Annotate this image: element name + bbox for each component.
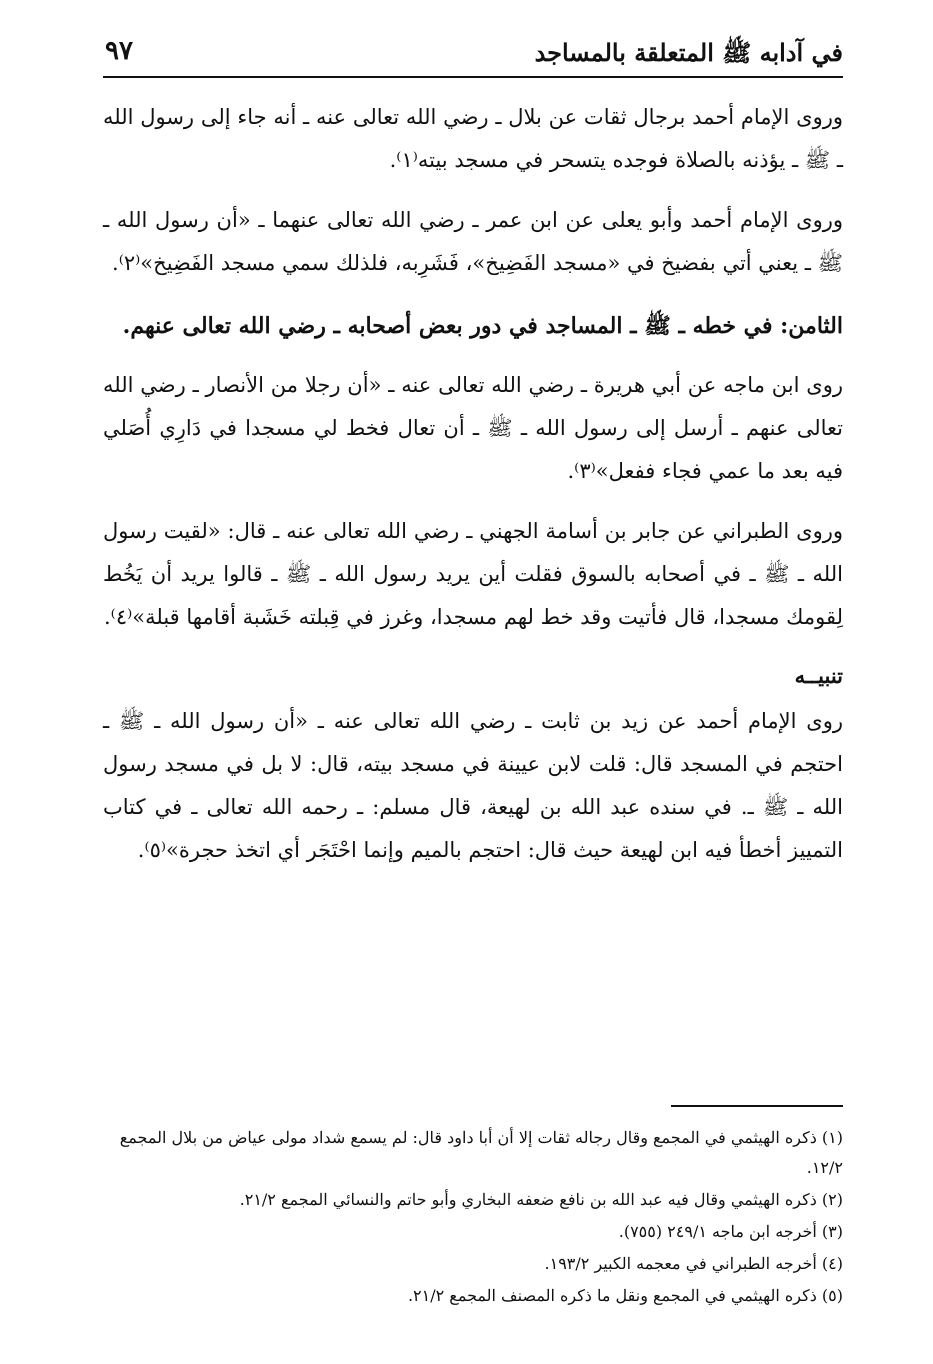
page-header bbox=[103, 32, 843, 78]
section-heading-eighth: الثامن: في خطه ـ ﷺ ـ المساجد في دور بعض أصحابه ـ رضي الله تعالى عنهم. bbox=[122, 313, 843, 339]
paragraph-tabarani: وروى الطبراني عن جابر بن أسامة الجهني ـ رضي الله تعالى عنه ـ قال: «لقيت رسول الله ـ ﷺ ـ في أصحابه بالسوق فقلت أين يريد رسول الله ـ ﷺ ـ قالوا يريد أن يَخُط لِقومك مسجدا، قال فأتيت وقد خط لهم مسجدا، وغرز في قِبلته خَشَبة أقامها قبلة»⁽٤⁾. bbox=[103, 519, 843, 629]
page-number: ٩٧ bbox=[105, 36, 133, 66]
paragraph-zayd: روى الإمام أحمد عن زيد بن ثابت ـ رضي الله تعالى عنه ـ «أن رسول الله ـ ﷺ ـ احتجم في المسجد قال: قلت لابن عيينة في مسجد بيته، قال: لا بل في مسجد رسول الله ـ ﷺ ـ. في سنده عبد الله بن لهيعة، قال مسلم: ـ رحمه الله تعالى ـ في كتاب التمييز أخطأ فيه ابن لهيعة حيث قال: احتجم بالميم وإنما احْتَجَر أي اتخذ حجرة»⁽٥⁾. bbox=[103, 709, 843, 862]
footnote-separator bbox=[671, 1105, 843, 1107]
footnote-1: (١) ذكره الهيثمي في المجمع وقال رجاله ثقات إلا أن أبا داود قال: لم يسمع شداد مولى عياض من بلال المجمع ١٢/٢. bbox=[119, 1128, 843, 1177]
paragraph-ibn-majah: روى ابن ماجه عن أبي هريرة ـ رضي الله تعالى عنه ـ «أن رجلا من الأنصار ـ رضي الله تعالى عنهم ـ أرسل إلى رسول الله ـ ﷺ ـ أن تعال فخط لي مسجدا في دَارِي أُصَلي فيه بعد ما عمي فجاء ففعل»⁽٣⁾. bbox=[103, 373, 843, 483]
footnote-3: (٣) أخرجه ابن ماجه ٢٤٩/١ (٧٥٥). bbox=[618, 1222, 843, 1241]
note-heading: تنبيــه bbox=[794, 663, 843, 688]
main-text bbox=[103, 96, 843, 889]
footnote-4: (٤) أخرجه الطبراني في معجمه الكبير ١٩٣/٢. bbox=[544, 1254, 843, 1273]
paragraph-bilal: وروى الإمام أحمد برجال ثقات عن بلال ـ رضي الله تعالى عنه ـ أنه جاء إلى رسول الله ـ ﷺ ـ يؤذنه بالصلاة فوجده يتسحر في مسجد بيته⁽١⁾. bbox=[103, 105, 843, 172]
running-title: في آدابه ﷺ المتعلقة بالمساجد bbox=[534, 38, 843, 67]
footnote-5: (٥) ذكره الهيثمي في المجمع ونقل ما ذكره المصنف المجمع ٢١/٢. bbox=[407, 1286, 843, 1305]
footnote-2: (٢) ذكره الهيثمي وقال فيه عبد الله بن نافع ضعفه البخاري وأبو حاتم والنسائي المجمع ٢١/٢. bbox=[239, 1190, 843, 1209]
footnotes bbox=[103, 1123, 843, 1313]
paragraph-ibn-umar: وروى الإمام أحمد وأبو يعلى عن ابن عمر ـ رضي الله تعالى عنهما ـ «أن رسول الله ـ ﷺ ـ يعني أتي بفضيخ في «مسجد الفَضِيخ»، فَشَرِبه، فلذلك سمي مسجد الفَضِيخ»⁽٢⁾. bbox=[103, 208, 843, 275]
